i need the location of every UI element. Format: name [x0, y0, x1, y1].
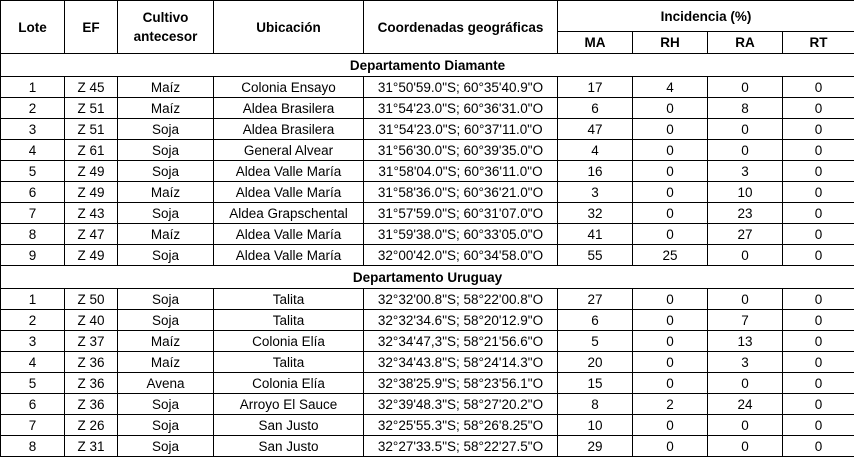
cell-cultivo: Soja: [118, 415, 214, 436]
cell-rt: 0: [783, 245, 854, 266]
cell-ubicacion: Aldea Valle María: [214, 224, 364, 245]
cell-rt: 0: [783, 331, 854, 352]
cell-cultivo: Maíz: [118, 331, 214, 352]
cell-ra: 23: [708, 203, 783, 224]
cell-rt: 0: [783, 373, 854, 394]
cell-rh: 0: [633, 224, 708, 245]
cell-lote: 2: [1, 98, 65, 119]
cell-lote: 3: [1, 119, 65, 140]
cell-lote: 5: [1, 373, 65, 394]
cell-lote: 9: [1, 245, 65, 266]
cell-ef: Z 36: [65, 373, 118, 394]
cell-coordenadas: 32°32'34.6"S; 58°20'12.9"O: [364, 310, 558, 331]
cell-coordenadas: 32°39'48.3"S; 58°27'20.2"O: [364, 394, 558, 415]
table-row: [1, 182, 854, 203]
cell-ra: 0: [708, 289, 783, 310]
table-row: [1, 224, 854, 245]
cell-ma: 17: [558, 77, 633, 98]
cell-rt: 0: [783, 182, 854, 203]
cell-ma: 8: [558, 394, 633, 415]
cell-lote: 6: [1, 394, 65, 415]
cell-lote: 7: [1, 415, 65, 436]
cell-ma: 20: [558, 352, 633, 373]
cell-lote: 4: [1, 140, 65, 161]
table-row: [1, 289, 854, 310]
table-row: [1, 119, 854, 140]
cell-coordenadas: 31°50'59.0"S; 60°35'40.9"O: [364, 77, 558, 98]
cell-cultivo: Soja: [118, 289, 214, 310]
cell-rh: 0: [633, 352, 708, 373]
cell-ra: 3: [708, 352, 783, 373]
cell-cultivo: Maíz: [118, 77, 214, 98]
cell-ra: 0: [708, 77, 783, 98]
cell-ma: 27: [558, 289, 633, 310]
cell-rh: 0: [633, 415, 708, 436]
cell-rt: 0: [783, 203, 854, 224]
cell-rt: 0: [783, 119, 854, 140]
table-row: [1, 352, 854, 373]
cell-coordenadas: 32°38'25.9"S; 58°23'56.1"O: [364, 373, 558, 394]
cell-ubicacion: San Justo: [214, 415, 364, 436]
cell-cultivo: Soja: [118, 310, 214, 331]
cell-ra: 0: [708, 119, 783, 140]
cell-cultivo: Soja: [118, 161, 214, 182]
cell-coordenadas: 31°58'36.0"S; 60°36'21.0"O: [364, 182, 558, 203]
cell-cultivo: Soja: [118, 436, 214, 457]
cell-ef: Z 51: [65, 98, 118, 119]
cell-coordenadas: 31°54'23.0"S; 60°36'31.0"O: [364, 98, 558, 119]
cell-ma: 6: [558, 98, 633, 119]
cell-rh: 0: [633, 98, 708, 119]
section-header-row: [1, 54, 854, 77]
cell-coordenadas: 31°57'59.0"S; 60°31'07.0"O: [364, 203, 558, 224]
cell-ef: Z 26: [65, 415, 118, 436]
cell-cultivo: Maíz: [118, 98, 214, 119]
cell-ma: 6: [558, 310, 633, 331]
table-row: [1, 140, 854, 161]
cell-coordenadas: 32°34'43.8"S; 58°24'14.3"O: [364, 352, 558, 373]
cell-ubicacion: Talita: [214, 352, 364, 373]
cell-coordenadas: 32°25'55.3"S; 58°26'8.25"O: [364, 415, 558, 436]
cell-lote: 7: [1, 203, 65, 224]
cell-ra: 13: [708, 331, 783, 352]
cell-ef: Z 36: [65, 352, 118, 373]
cell-coordenadas: 32°27'33.5"S; 58°22'27.5"O: [364, 436, 558, 457]
cell-rt: 0: [783, 352, 854, 373]
table-row: [1, 203, 854, 224]
cell-rt: 0: [783, 394, 854, 415]
table-row: [1, 373, 854, 394]
cell-lote: 3: [1, 331, 65, 352]
cell-rh: 0: [633, 161, 708, 182]
cell-ef: Z 31: [65, 436, 118, 457]
table-row: [1, 310, 854, 331]
table-row: [1, 394, 854, 415]
cell-ra: 0: [708, 140, 783, 161]
cell-ubicacion: Aldea Brasilera: [214, 98, 364, 119]
header-ef: EF: [65, 1, 118, 54]
cell-lote: 6: [1, 182, 65, 203]
cell-rt: 0: [783, 77, 854, 98]
cell-rh: 0: [633, 436, 708, 457]
cell-rt: 0: [783, 161, 854, 182]
cell-ef: Z 49: [65, 182, 118, 203]
cell-ubicacion: Aldea Valle María: [214, 161, 364, 182]
table-row: [1, 331, 854, 352]
cell-lote: 1: [1, 289, 65, 310]
cell-coordenadas: 31°56'30.0"S; 60°39'35.0"O: [364, 140, 558, 161]
cell-cultivo: Soja: [118, 203, 214, 224]
cell-ra: 8: [708, 98, 783, 119]
cell-ubicacion: Aldea Grapschental: [214, 203, 364, 224]
cell-ma: 5: [558, 331, 633, 352]
section-header-row: [1, 266, 854, 289]
cell-ma: 10: [558, 415, 633, 436]
cell-ma: 15: [558, 373, 633, 394]
cell-coordenadas: 32°00'42.0"S; 60°34'58.0"O: [364, 245, 558, 266]
table-row: [1, 77, 854, 98]
cell-ef: Z 47: [65, 224, 118, 245]
table-row: [1, 245, 854, 266]
cell-cultivo: Maíz: [118, 352, 214, 373]
cell-rh: 25: [633, 245, 708, 266]
cell-rt: 0: [783, 140, 854, 161]
table-row: [1, 161, 854, 182]
header-ra: RA: [708, 32, 783, 54]
cell-ra: 10: [708, 182, 783, 203]
cell-ef: Z 36: [65, 394, 118, 415]
cell-ra: 0: [708, 436, 783, 457]
cell-ubicacion: Talita: [214, 310, 364, 331]
cell-ma: 41: [558, 224, 633, 245]
cell-ef: Z 61: [65, 140, 118, 161]
cell-rt: 0: [783, 415, 854, 436]
cell-cultivo: Maíz: [118, 182, 214, 203]
header-cultivo-antecesor: Cultivo antecesor: [118, 1, 214, 54]
header-coordenadas: Coordenadas geográficas: [364, 1, 558, 54]
cell-ef: Z 49: [65, 245, 118, 266]
cell-cultivo: Maíz: [118, 224, 214, 245]
cell-lote: 8: [1, 224, 65, 245]
cell-rt: 0: [783, 310, 854, 331]
cell-rh: 0: [633, 373, 708, 394]
cell-rh: 2: [633, 394, 708, 415]
cell-ubicacion: Colonia Elía: [214, 331, 364, 352]
cell-ef: Z 50: [65, 289, 118, 310]
table-header: [1, 1, 854, 54]
cell-lote: 1: [1, 77, 65, 98]
cell-ra: 0: [708, 415, 783, 436]
cell-rh: 0: [633, 289, 708, 310]
cell-rt: 0: [783, 289, 854, 310]
table-body: [1, 54, 854, 457]
cell-ra: 3: [708, 161, 783, 182]
header-ma: MA: [558, 32, 633, 54]
cell-coordenadas: 32°32'00.8"S; 58°22'00.8"O: [364, 289, 558, 310]
cell-cultivo: Soja: [118, 245, 214, 266]
cell-ma: 16: [558, 161, 633, 182]
cell-ef: Z 37: [65, 331, 118, 352]
section-title: Departamento Diamante: [1, 54, 854, 77]
cell-ubicacion: Colonia Elía: [214, 373, 364, 394]
cell-ma: 55: [558, 245, 633, 266]
cell-cultivo: Soja: [118, 394, 214, 415]
cell-rh: 4: [633, 77, 708, 98]
cell-rt: 0: [783, 224, 854, 245]
section-title: Departamento Uruguay: [1, 266, 854, 289]
cell-cultivo: Avena: [118, 373, 214, 394]
cell-ubicacion: Arroyo El Sauce: [214, 394, 364, 415]
header-rt: RT: [783, 32, 854, 54]
cell-ma: 3: [558, 182, 633, 203]
cell-lote: 5: [1, 161, 65, 182]
table-row: [1, 436, 854, 457]
cell-ubicacion: San Justo: [214, 436, 364, 457]
cell-coordenadas: 31°58'04.0"S; 60°36'11.0"O: [364, 161, 558, 182]
cell-ubicacion: Aldea Valle María: [214, 245, 364, 266]
cell-rh: 0: [633, 203, 708, 224]
cell-ef: Z 43: [65, 203, 118, 224]
header-incidencia: Incidencia (%): [558, 1, 854, 32]
cell-ra: 7: [708, 310, 783, 331]
cell-ra: 0: [708, 245, 783, 266]
cell-rh: 0: [633, 310, 708, 331]
cell-lote: 4: [1, 352, 65, 373]
cell-ra: 0: [708, 373, 783, 394]
cell-rh: 0: [633, 182, 708, 203]
header-lote: Lote: [1, 1, 65, 54]
cell-ma: 47: [558, 119, 633, 140]
cell-coordenadas: 31°54'23.0"S; 60°37'11.0"O: [364, 119, 558, 140]
table-row: [1, 98, 854, 119]
cell-ra: 27: [708, 224, 783, 245]
table-row: [1, 415, 854, 436]
cell-ra: 24: [708, 394, 783, 415]
cell-ubicacion: Talita: [214, 289, 364, 310]
header-rh: RH: [633, 32, 708, 54]
cell-ef: Z 45: [65, 77, 118, 98]
cell-rh: 0: [633, 140, 708, 161]
cell-lote: 8: [1, 436, 65, 457]
cell-ubicacion: Aldea Brasilera: [214, 119, 364, 140]
cell-rt: 0: [783, 98, 854, 119]
cell-coordenadas: 31°59'38.0"S; 60°33'05.0"O: [364, 224, 558, 245]
cell-rh: 0: [633, 331, 708, 352]
cell-ef: Z 49: [65, 161, 118, 182]
cell-ma: 4: [558, 140, 633, 161]
cell-ef: Z 51: [65, 119, 118, 140]
cell-rt: 0: [783, 436, 854, 457]
cell-ma: 29: [558, 436, 633, 457]
cell-lote: 2: [1, 310, 65, 331]
cell-cultivo: Soja: [118, 119, 214, 140]
cell-coordenadas: 32°34'47,3"S; 58°21'56.6"O: [364, 331, 558, 352]
header-ubicacion: Ubicación: [214, 1, 364, 54]
cell-cultivo: Soja: [118, 140, 214, 161]
cell-ma: 32: [558, 203, 633, 224]
cell-ubicacion: General Alvear: [214, 140, 364, 161]
cell-ef: Z 40: [65, 310, 118, 331]
cell-ubicacion: Aldea Valle María: [214, 182, 364, 203]
cell-ubicacion: Colonia Ensayo: [214, 77, 364, 98]
cell-rh: 0: [633, 119, 708, 140]
